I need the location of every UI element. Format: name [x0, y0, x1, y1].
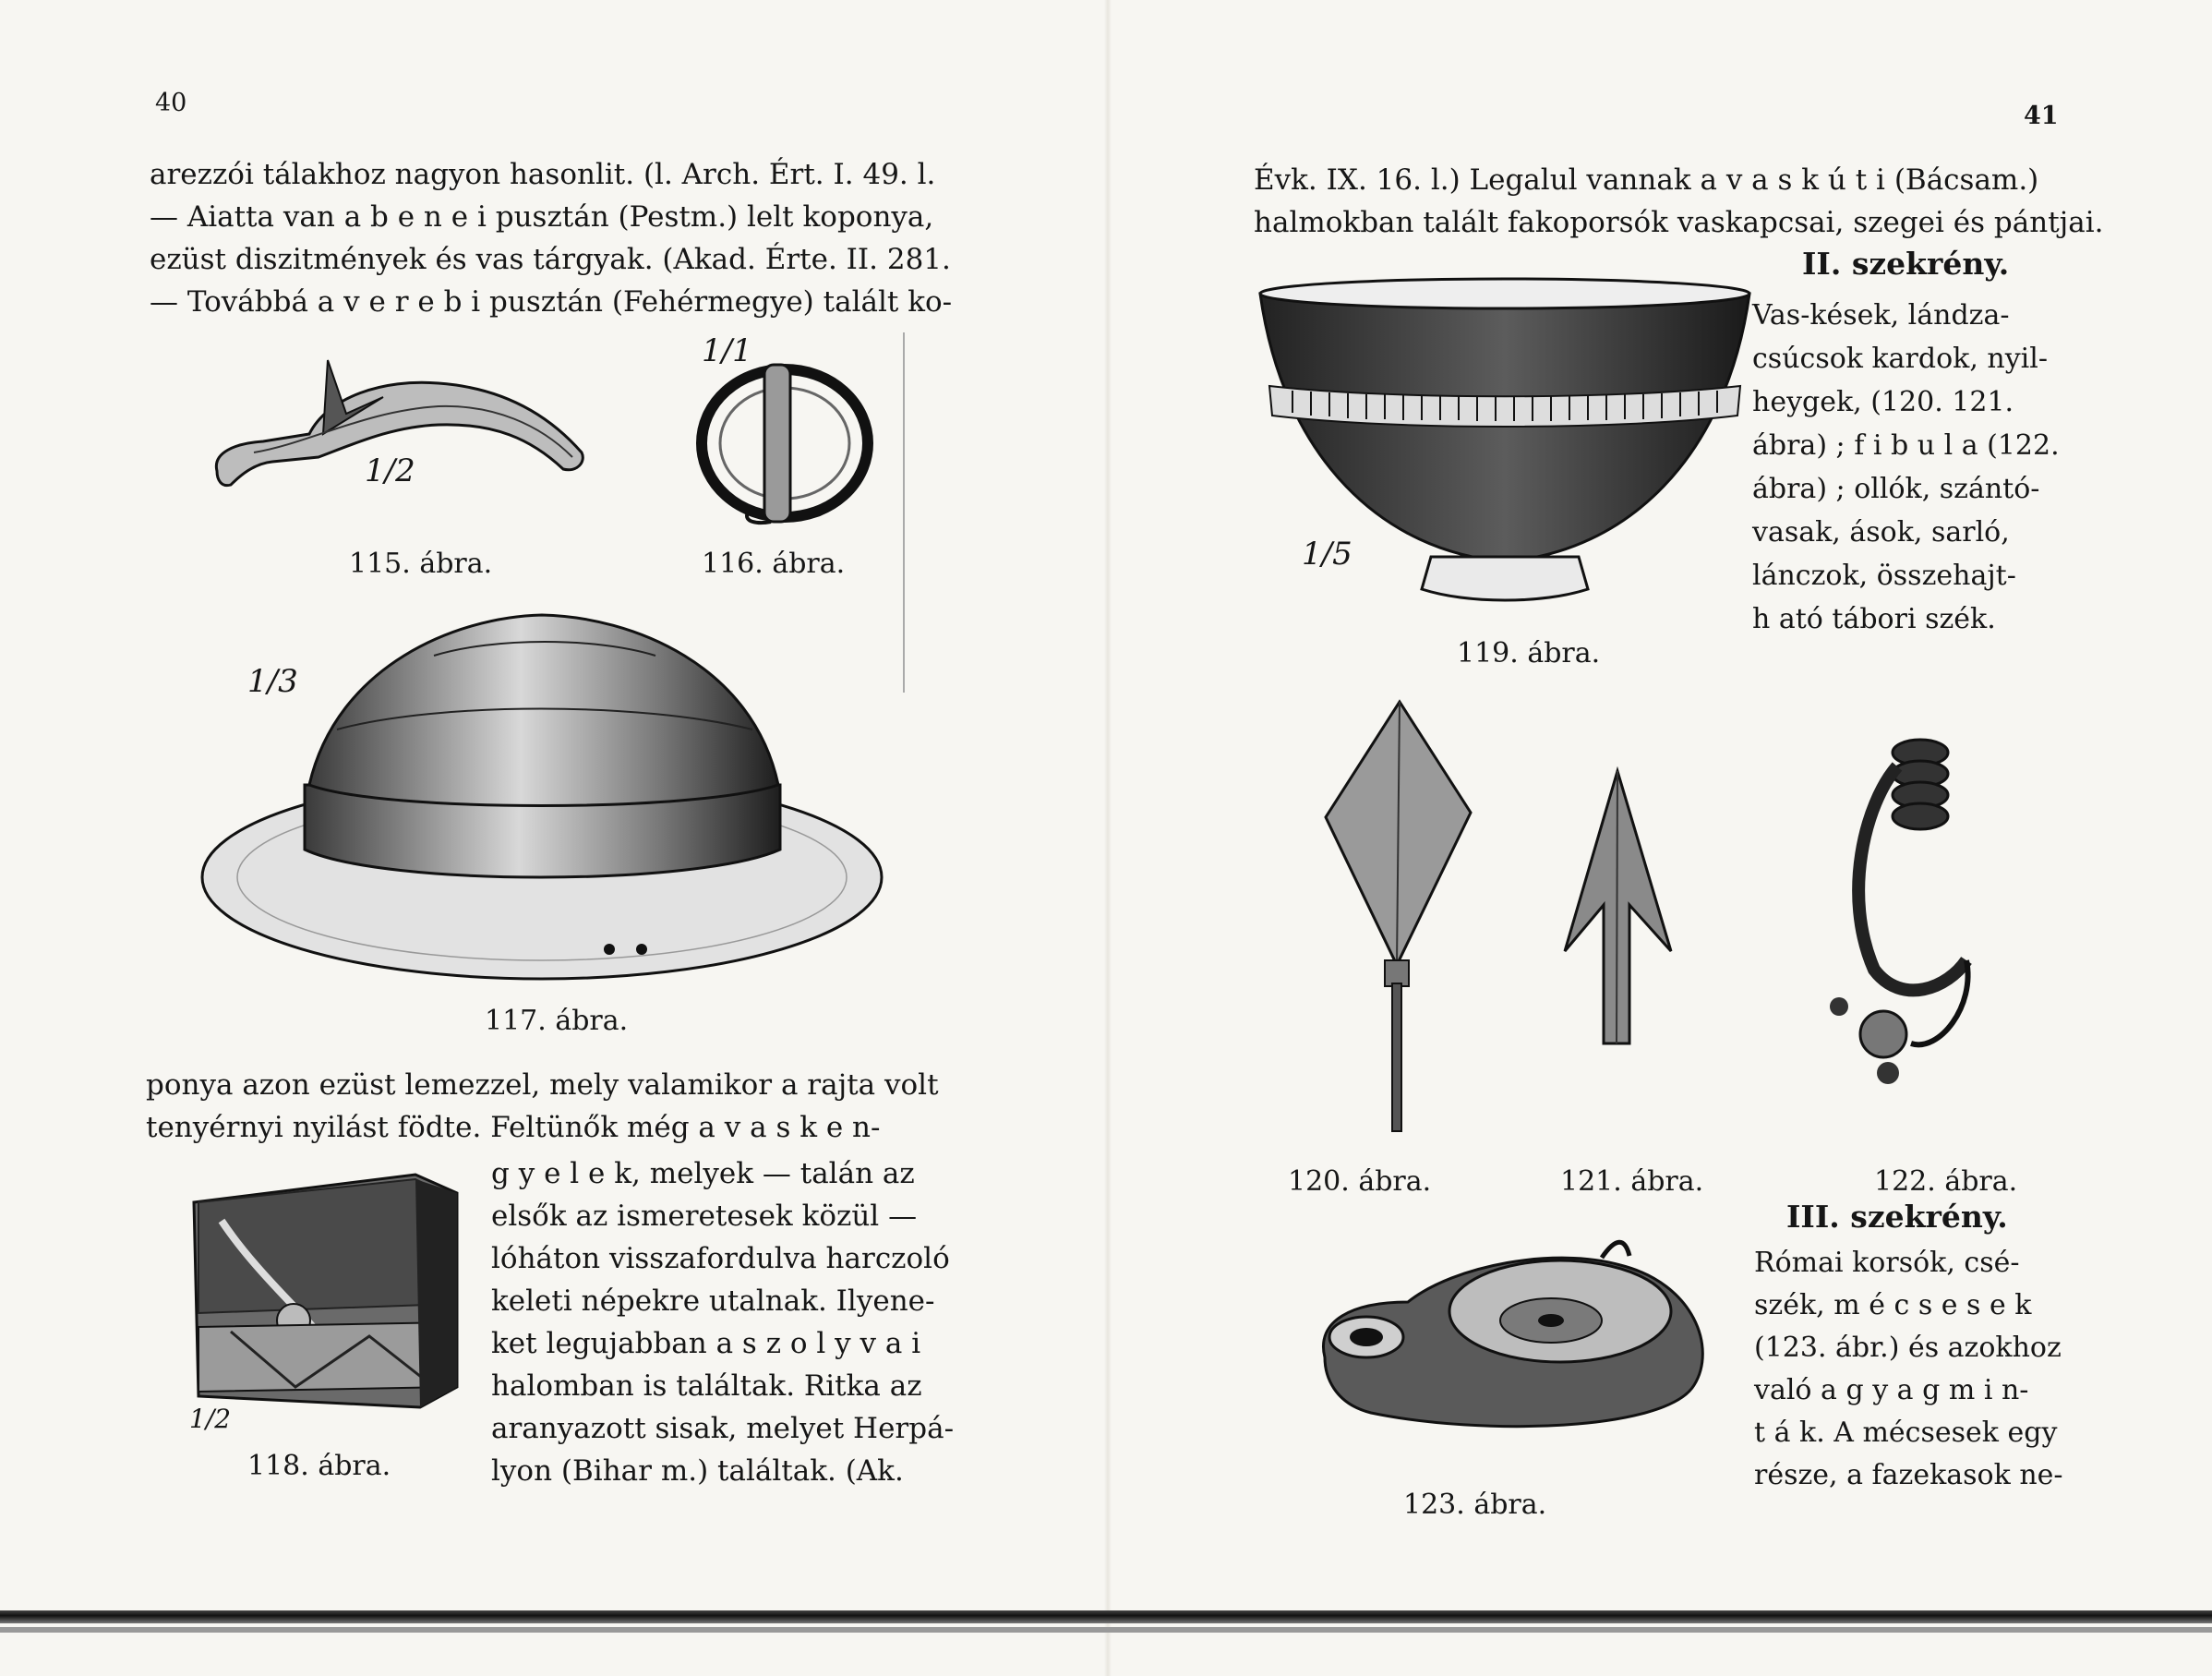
text-line: Vas-kések, lándza- — [1752, 299, 2010, 332]
text-line: g y e l e k, melyek — talán az — [491, 1157, 915, 1190]
section-ii-text — [1752, 294, 2060, 641]
text-line: tenyérnyi nyilást födte. Feltünők még a v a s k e n- — [146, 1111, 881, 1144]
text-line: Évk. IX. 16. l.) Legalul vannak a v a s k ú t i (Bácsam.) — [1254, 163, 2039, 197]
caption-117: 117. ábra. — [485, 1005, 629, 1037]
figure-117-helmet — [198, 600, 886, 988]
caption-122: 122. ábra. — [1874, 1165, 2018, 1198]
figure-122-fibula — [1791, 729, 1985, 1094]
left-paragraph-column — [491, 1152, 954, 1492]
text-line: Római korsók, csé- — [1754, 1247, 2020, 1279]
text-line: szék, m é c s e s e k — [1754, 1289, 2032, 1321]
figure-121-arrowhead — [1556, 766, 1680, 1053]
figure-118-helmet-fragment — [185, 1165, 462, 1415]
section-heading-iii: III. szekrény. — [1786, 1199, 2008, 1235]
caption-120: 120. ábra. — [1288, 1165, 1432, 1198]
text-line: ezüst diszitmények és vas tárgyak. (Akad. Érte. II. 281. — [150, 243, 951, 276]
page-number-right: 41 — [2024, 102, 2059, 130]
text-line: aranyazott sisak, melyet Herpá- — [491, 1412, 955, 1445]
text-line: halmokban talált fakoporsók vaskapcsai, szegei és pántjai. — [1254, 206, 2104, 239]
text-line: ábra) ; f i b u l a (122. — [1752, 429, 2060, 462]
figure-116-buckle — [692, 360, 877, 526]
caption-119: 119. ábra. — [1457, 637, 1601, 669]
text-line: lóháton visszafordulva harczoló — [491, 1242, 950, 1275]
text-line: elsők az ismeretesek közül — — [491, 1200, 918, 1233]
text-line: halomban is találtak. Ritka az — [491, 1369, 922, 1403]
text-line: (123. ábr.) és azokhoz — [1754, 1332, 2062, 1364]
text-line: — Továbbá a v e r e b i pusztán (Fehérmegye) talált ko- — [150, 285, 953, 319]
caption-115: 115. ábra. — [349, 548, 493, 580]
text-line: ket legujabban a s z o l y v a i — [491, 1327, 921, 1360]
text-line: arezzói tálakhoz nagyon hasonlit. (l. Arch. Ért. I. 49. l. — [150, 158, 936, 191]
page-bottom-edge — [0, 1610, 2212, 1623]
text-line: része, a fazekasok ne- — [1754, 1459, 2063, 1491]
text-line: lánczok, összehajt- — [1752, 560, 2016, 592]
caption-121: 121. ábra. — [1560, 1165, 1704, 1198]
right-paragraph-top — [1254, 159, 2104, 244]
text-line: vasak, ások, sarló, — [1752, 516, 2010, 549]
text-line: lyon (Bihar m.) találtak. (Ak. — [491, 1454, 904, 1488]
text-line: t á k. A mécsesek egy — [1754, 1417, 2058, 1449]
text-line: ponya azon ezüst lemezzel, mely valamikor a rajta volt — [146, 1068, 939, 1102]
left-paragraph-bottom — [146, 1064, 939, 1149]
caption-118: 118. ábra. — [247, 1450, 391, 1482]
scale-label-118: 1/2 — [189, 1404, 232, 1434]
caption-116: 116. ábra. — [702, 548, 846, 580]
figure-123-oil-lamp — [1297, 1237, 1722, 1441]
section-iii-text — [1754, 1242, 2063, 1497]
text-line: csúcsok kardok, nyil- — [1752, 343, 2049, 375]
left-paragraph-top — [150, 153, 952, 323]
text-line: — Aiatta van a b e n e i pusztán (Pestm.) lelt koponya, — [150, 200, 934, 234]
text-line: keleti népekre utalnak. Ilyene- — [491, 1284, 935, 1318]
text-line: heygek, (120. 121. — [1752, 386, 2014, 418]
scale-label-115: 1/2 — [365, 452, 415, 489]
section-heading-ii: II. szekrény. — [1802, 246, 2010, 282]
text-line: való a g y a g m i n- — [1754, 1374, 2029, 1406]
page-number-left: 40 — [155, 89, 187, 117]
text-line: h ató tábori szék. — [1752, 603, 1996, 635]
caption-123: 123. ábra. — [1403, 1489, 1547, 1521]
scale-label-116: 1/1 — [702, 332, 752, 369]
scale-label-117: 1/3 — [247, 663, 298, 700]
figure-120-spearhead-leaf — [1318, 697, 1480, 1136]
page-bottom-edge-shadow — [0, 1627, 2212, 1633]
right-page — [1108, 0, 2212, 1676]
scale-label-119: 1/5 — [1302, 536, 1352, 573]
text-line: ábra) ; ollók, szántó- — [1752, 473, 2040, 505]
page-margin-line — [903, 332, 905, 693]
